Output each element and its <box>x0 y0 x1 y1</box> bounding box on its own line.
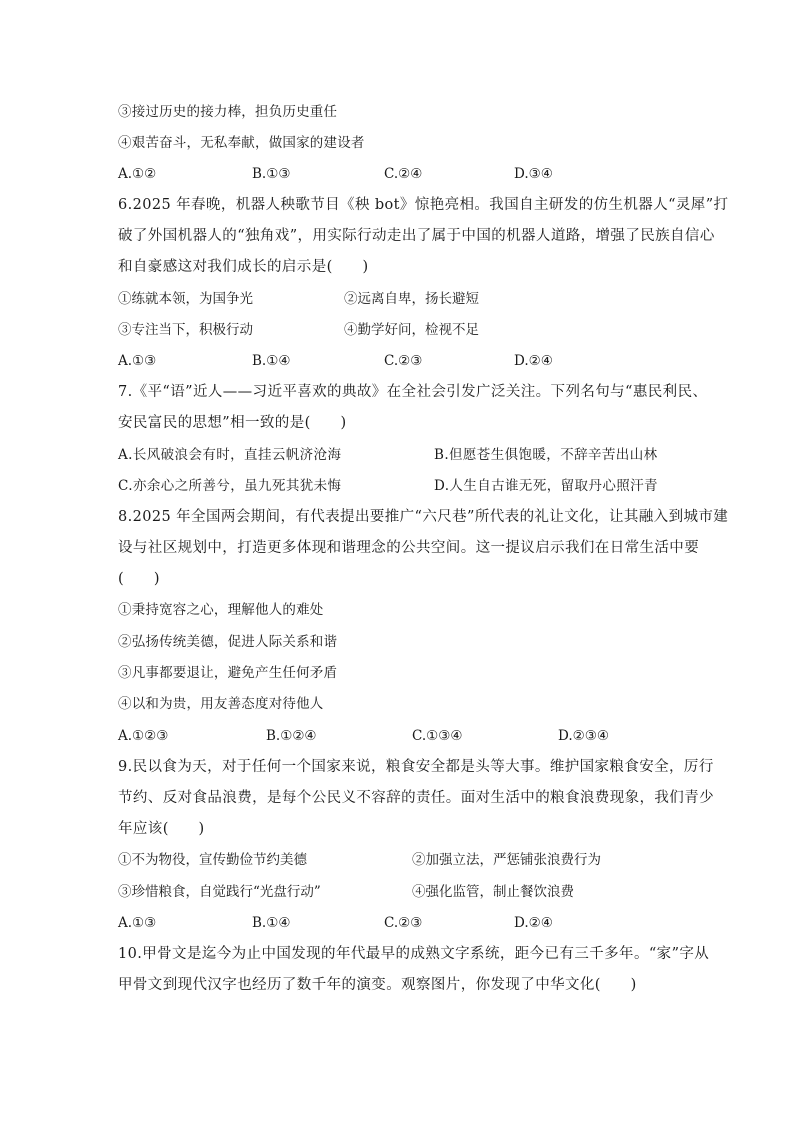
q6-choice-c: C.②③ <box>384 353 423 369</box>
q9-option-4: ④强化监管，制止餐饮浪费 <box>412 884 574 900</box>
q8-stem-line-3: ( ) <box>118 571 160 587</box>
q5-option-4: ④艰苦奋斗，无私奉献，做国家的建设者 <box>118 135 365 151</box>
q8-choice-b: B.①②④ <box>266 728 317 744</box>
q6-stem-line-3: 和自豪感这对我们成长的启示是( ) <box>118 259 369 275</box>
q6-stem-line-1: 6.2025 年春晚，机器人秧歌节目《秧 bot》惊艳亮相。我国自主研发的仿生机器人“灵犀”打 <box>118 197 729 213</box>
q8-stem-line-2: 设与社区规划中，打造更多体现和谐理念的公共空间。这一提议启示我们在日常生活中要 <box>118 540 700 556</box>
q6-option-4: ④勤学好问，检视不足 <box>344 322 479 338</box>
q8-option-2: ②弘扬传统美德，促进人际关系和谐 <box>118 634 338 650</box>
q9-stem-line-3: 年应该( ) <box>118 821 205 837</box>
q9-option-2: ②加强立法，严惩铺张浪费行为 <box>412 852 601 868</box>
q10-stem-line-1: 10.甲骨文是迄今为止中国发现的年代最早的成熟文字系统，距今已有三千多年。“家”字从 <box>118 946 710 962</box>
q9-option-3: ③珍惜粮食，自觉践行“光盘行动” <box>118 884 321 900</box>
q7-option-b: B.但愿苍生俱饱暖，不辞辛苦出山林 <box>434 447 658 463</box>
q8-stem-line-1: 8.2025 年全国两会期间，有代表提出要推广“六尺巷”所代表的礼让文化，让其融入到城市建 <box>118 509 729 525</box>
q6-option-3: ③专注当下，积极行动 <box>118 322 253 338</box>
q9-stem-line-1: 9.民以食为天，对于任何一个国家来说，粮食安全都是头等大事。维护国家粮食安全，厉行 <box>118 759 714 775</box>
q7-option-a: A.长风破浪会有时，直挂云帆济沧海 <box>118 447 342 463</box>
q8-choice-a: A.①②③ <box>118 728 169 744</box>
q10-stem-line-2: 甲骨文到现代汉字也经历了数千年的演变。观察图片，你发现了中华文化( ) <box>118 977 637 993</box>
q9-choice-b: B.①④ <box>252 915 291 931</box>
q6-choice-a: A.①③ <box>118 353 157 369</box>
q8-choice-d: D.②③④ <box>558 728 609 744</box>
q9-choice-a: A.①③ <box>118 915 157 931</box>
q5-option-3: ③接过历史的接力棒，担负历史重任 <box>118 104 338 120</box>
q7-stem-line-1: 7.《平“语”近人——习近平喜欢的典故》在全社会引发广泛关注。下列名句与“惠民利民、 <box>118 384 708 400</box>
q8-choice-c: C.①③④ <box>412 728 463 744</box>
q9-stem-line-2: 节约、反对食品浪费，是每个公民义不容辞的责任。面对生活中的粮食浪费现象，我们青少 <box>118 790 714 806</box>
q7-option-d: D.人生自古谁无死，留取丹心照汗青 <box>434 478 658 494</box>
q5-choice-b: B.①③ <box>252 166 291 182</box>
q5-choice-d: D.③④ <box>514 166 553 182</box>
q8-option-3: ③凡事都要退让，避免产生任何矛盾 <box>118 665 338 681</box>
q6-choice-d: D.②④ <box>514 353 553 369</box>
q5-choice-a: A.①② <box>118 166 157 182</box>
q9-choice-c: C.②③ <box>384 915 423 931</box>
q6-option-2: ②远离自卑，扬长避短 <box>344 291 479 307</box>
q9-option-1: ①不为物役，宣传勤俭节约美德 <box>118 852 307 868</box>
q7-stem-line-2: 安民富民的思想”相一致的是( ) <box>118 415 347 431</box>
q8-option-1: ①秉持宽容之心，理解他人的难处 <box>118 602 324 618</box>
q6-choice-b: B.①④ <box>252 353 291 369</box>
q9-choice-d: D.②④ <box>514 915 553 931</box>
q8-option-4: ④以和为贵，用友善态度对待他人 <box>118 696 324 712</box>
q7-option-c: C.亦余心之所善兮，虽九死其犹未悔 <box>118 478 342 494</box>
q6-stem-line-2: 破了外国机器人的“独角戏”，用实际行动走出了属于中国的机器人道路，增强了民族自信心 <box>118 228 715 244</box>
q6-option-1: ①练就本领，为国争光 <box>118 291 253 307</box>
q5-choice-c: C.②④ <box>384 166 423 182</box>
